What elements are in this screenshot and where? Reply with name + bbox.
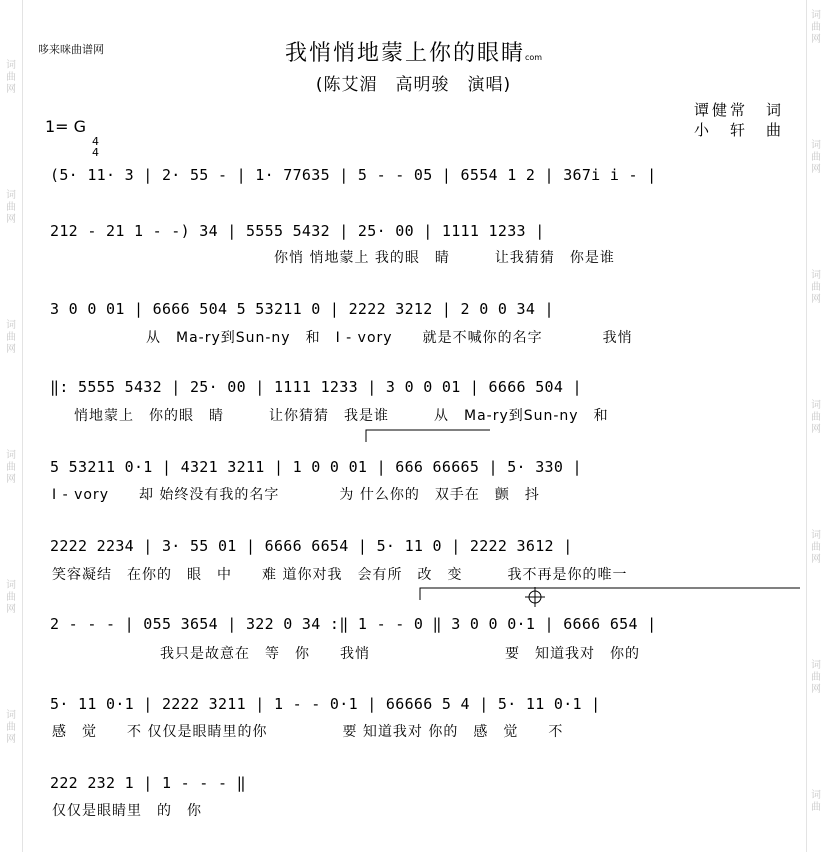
watermark-left-5: 词 曲 网 <box>6 580 16 615</box>
system-8-lyrics: 感 觉 不 仅仅是眼睛里的你 要 知道我对 你的 感 觉 不 <box>52 724 564 740</box>
song-subtitle: (陈艾湄 高明骏 演唱) <box>315 75 512 95</box>
watermark-right-3: 词 曲 网 <box>811 270 821 305</box>
system-7-lyrics: 我只是故意在 等 你 我悄 要 知道我对 你的 <box>160 646 640 662</box>
watermark-left-4: 词 曲 网 <box>6 450 16 485</box>
system-3-notes: 3 0 0 01 | 6666 504 5 53211 0 | 2222 3212 | 2 0 0 34 | <box>50 300 554 318</box>
system-3-lyrics: 从 Ma-ry到Sun-ny 和 I - vory 就是不喊你的名字 我悄 <box>146 330 633 346</box>
watermark-left-1: 词 曲 网 <box>6 60 16 95</box>
watermark-right-1: 词 曲 网 <box>811 10 821 45</box>
system-6-lyrics: 笑容凝结 在你的 眼 中 难 道你对我 会有所 改 变 我不再是你的唯一 <box>52 567 628 583</box>
system-5-lyrics: I - vory 却 始终没有我的名字 为 什么你的 双手在 颤 抖 <box>52 487 540 503</box>
coda-sign-cross <box>525 587 545 607</box>
system-2-lyrics: 你悄 悄地蒙上 我的眼 睛 让我猜猜 你是谁 <box>274 250 615 266</box>
watermark-left-3: 词 曲 网 <box>6 320 16 355</box>
system-5-notes: 5 53211 0·1 | 4321 3211 | 1 0 0 01 | 666 66665 | 5· 330 | <box>50 458 582 476</box>
watermark-left-6: 词 曲 网 <box>6 710 16 745</box>
system-8-notes: 5· 11 0·1 | 2222 3211 | 1 - - 0·1 | 66666 5 4 | 5· 11 0·1 | <box>50 695 601 713</box>
system-2-notes: 212 - 21 1 - -) 34 | 5555 5432 | 25· 00 | 1111 1233 | <box>50 222 545 240</box>
system-4-notes: ‖: 5555 5432 | 25· 00 | 1111 1233 | 3 0 0 01 | 6666 504 | <box>50 378 582 396</box>
watermark-right-7: 词 曲 <box>811 790 821 813</box>
system-9-lyrics: 仅仅是眼睛里 的 你 <box>52 803 202 819</box>
system-6-notes: 2222 2234 | 3· 55 01 | 6666 6654 | 5· 11 0 | 2222 3612 | <box>50 537 573 555</box>
lyricist-credit: 谭健常 词 <box>694 101 785 119</box>
watermark-right-4: 词 曲 网 <box>811 400 821 435</box>
key-signature: 1= G <box>45 117 87 136</box>
watermark-right-5: 词 曲 网 <box>811 530 821 565</box>
watermark-right-2: 词 曲 网 <box>811 140 821 175</box>
system-9-notes: 222 232 1 | 1 - - - ‖ <box>50 774 246 792</box>
system-4-lyrics: 悄地蒙上 你的眼 睛 让你猜猜 我是谁 从 Ma-ry到Sun-ny 和 <box>74 408 609 424</box>
watermark-right-6: 词 曲 网 <box>811 660 821 695</box>
system-7-notes: 2 - - - | 055 3654 | 322 0 34 :‖ 1 - - 0 ‖ 3 0 0 0·1 | 6666 654 | <box>50 615 657 633</box>
composer-credit: 小 轩 曲 <box>694 121 785 139</box>
time-signature: 4 4 <box>92 135 99 159</box>
watermark-left-2: 词 曲 网 <box>6 190 16 225</box>
song-title: 我悄悄地蒙上你的眼睛com <box>284 41 543 66</box>
system-1-notes: (5· 11· 3 | 2· 55 - | 1· 77635 | 5 - - 05 | 6554 1 2 | 367i i - | <box>50 166 657 184</box>
volta-bracket-2 <box>420 588 800 600</box>
volta-bracket-1 <box>366 430 490 442</box>
site-name: 哆来咪曲谱网 <box>38 43 104 56</box>
